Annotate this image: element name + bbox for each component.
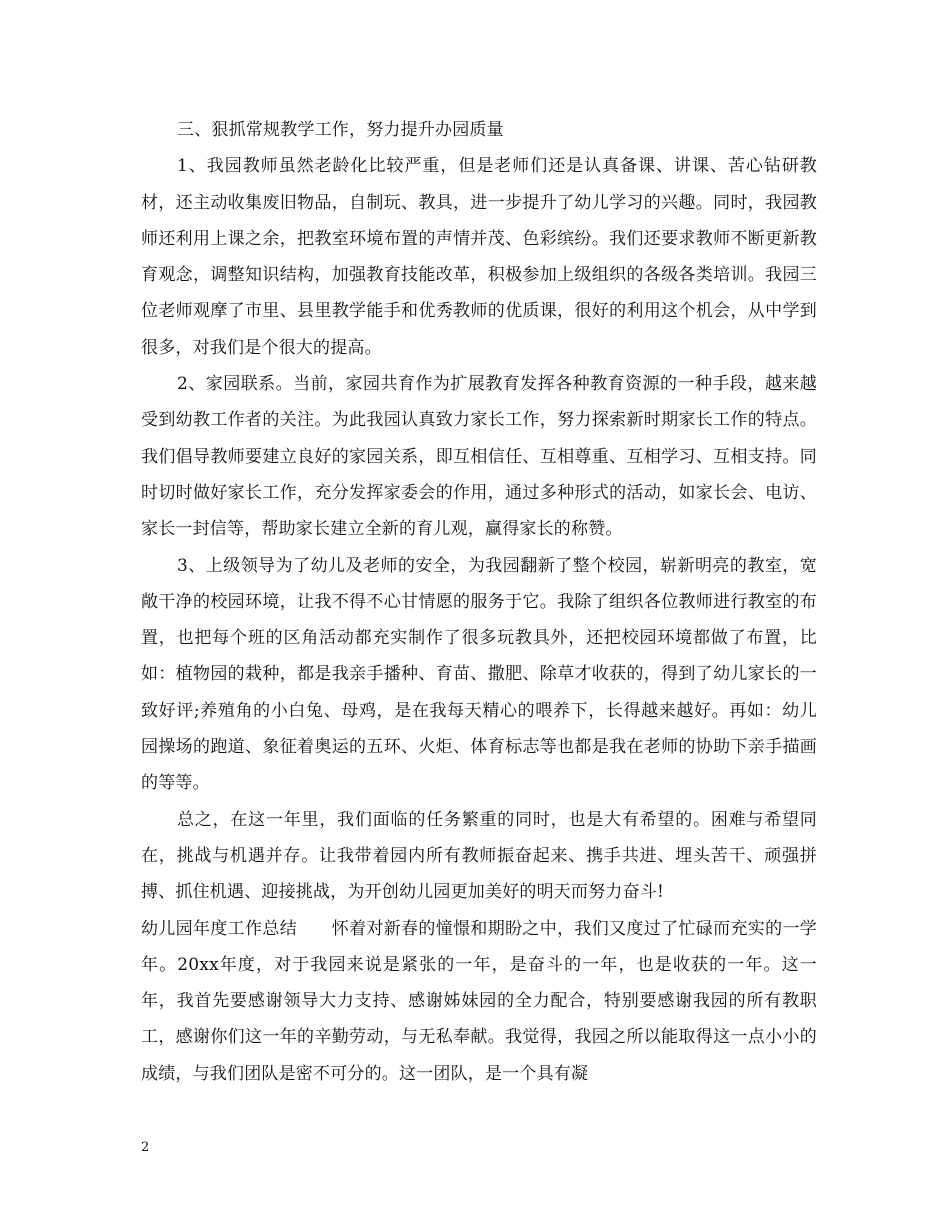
- paragraph-conclusion: 总之，在这一年里，我们面临的任务繁重的同时，也是大有希望的。困难与希望同在，挑战与机遇并存。让我带着园内所有教师振奋起来、携手共进、埋头苦干、顽强拼搏、抓住机遇、迎接挑战，为开创幼儿园更加美好的明天而努力奋斗!: [141, 809, 817, 903]
- page-number: 2: [141, 1140, 150, 1155]
- document-body: [141, 112, 817, 1092]
- paragraph-teaching: 1、我园教师虽然老龄化比较严重，但是老师们还是认真备课、讲课、苦心钻研教材，还主动收集废旧物品，自制玩、教具，进一步提升了幼儿学习的兴趣。同时，我园教师还利用上课之余，把教室环境布置的声情并茂、色彩缤纷。我们还要求教师不断更新教育观念，调整知识结构，加强教育技能改革，积极参加上级组织的各级各类培训。我园三位老师观摩了市里、县里教学能手和优秀教师的优质课，很好的利用这个机会，从中学到很多，对我们是个很大的提高。: [141, 156, 817, 358]
- paragraph-home-school: 2、家园联系。当前，家园共育作为扩展教育发挥各种教育资源的一种手段，越来越受到幼教工作者的关注。为此我园认真致力家长工作，努力探索新时期家长工作的特点。我们倡导教师要建立良好的家园关系，即互相信任、互相尊重、互相学习、互相支持。同时切时做好家长工作，充分发挥家委会的作用，通过多种形式的活动，如家长会、电访、家长一封信等，帮助家长建立全新的育儿观，赢得家长的称赞。: [141, 374, 817, 540]
- section-heading: 三、狠抓常规教学工作，努力提升办园质量: [177, 120, 504, 140]
- paragraph-annual-summary: 幼儿园年度工作总结 怀着对新春的憧憬和期盼之中，我们又度过了忙碌而充实的一学年。20xx年度，对于我园来说是紧张的一年，是奋斗的一年，也是收获的一年。这一年，我首先要感谢领导大力支持、感谢姊妹园的全力配合，特别要感谢我园的所有教职工，感谢你们这一年的辛勤劳动，与无私奉献。我觉得，我园之所以能取得这一点小小的成绩，与我们团队是密不可分的。这一团队，是一个具有凝: [141, 918, 817, 1084]
- paragraph-campus: 3、上级领导为了幼儿及老师的安全，为我园翻新了整个校园，崭新明亮的教室，宽敞干净的校园环境，让我不得不心甘情愿的服务于它。我除了组织各位教师进行教室的布置，也把每个班的区角活动都充实制作了很多玩教具外，还把校园环境都做了布置，比如：植物园的栽种，都是我亲手播种、育苗、撒肥、除草才收获的，得到了幼儿家长的一致好评;养殖角的小白兔、母鸡，是在我每天精心的喂养下，长得越来越好。再如：幼儿园操场的跑道、象征着奥运的五环、火炬、体育标志等也都是我在老师的协助下亲手描画的等等。: [141, 555, 817, 794]
